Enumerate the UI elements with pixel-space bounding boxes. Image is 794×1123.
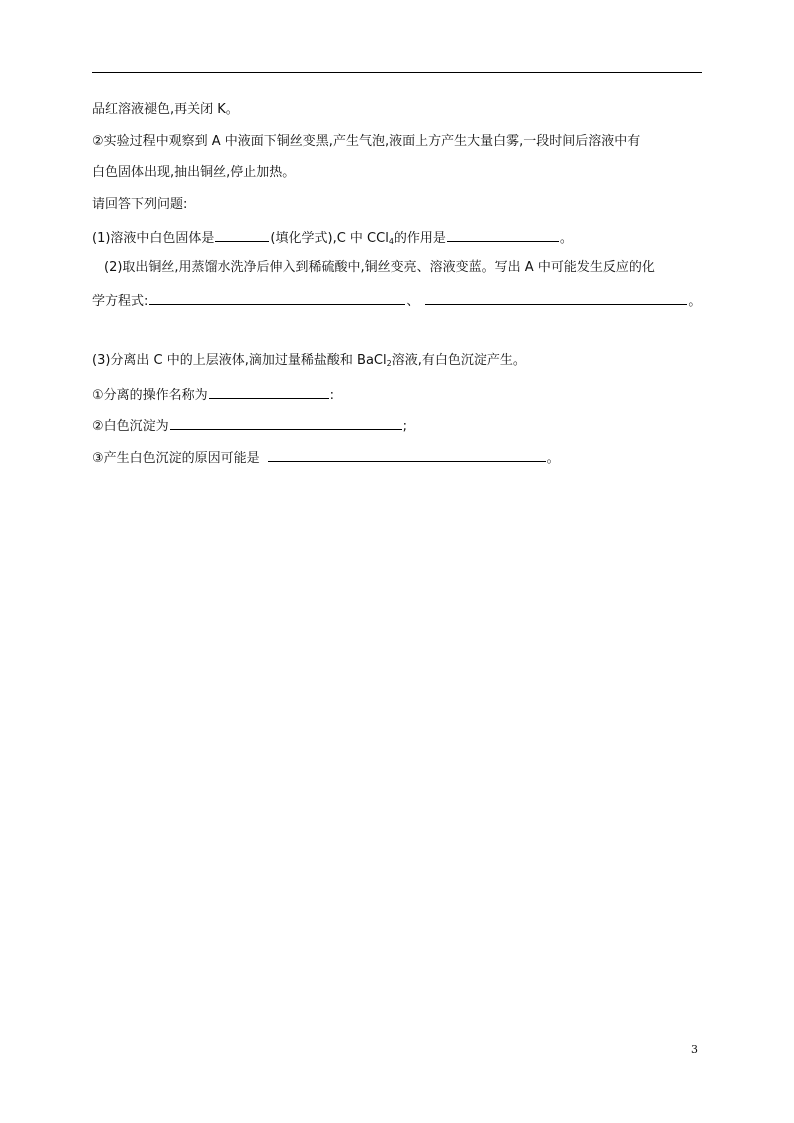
q2-separator: 、 xyxy=(406,294,420,309)
q1-subscript: 4 xyxy=(388,237,394,246)
line-text: 品红溶液褪色,再关闭 K。 xyxy=(92,102,239,117)
sub-question-1 xyxy=(92,384,334,405)
q2-end: 。 xyxy=(688,294,702,309)
sub3-label: ③产生白色沉淀的原因可能是 xyxy=(92,451,260,466)
question-2-line-1 xyxy=(104,259,655,277)
sub1-label: ①分离的操作名称为 xyxy=(92,388,208,403)
q3-text-a: (3)分离出 C 中的上层液体,滴加过量稀盐酸和 BaCl xyxy=(92,353,387,368)
answer-blank-precipitate[interactable] xyxy=(170,415,402,430)
sub2-label: ②白色沉淀为 xyxy=(92,419,169,434)
text-line-3 xyxy=(92,164,295,182)
answer-blank-white-solid[interactable] xyxy=(215,227,269,242)
q1-text-b: (填化学式),C 中 CCl xyxy=(270,231,389,246)
question-1 xyxy=(92,227,573,248)
sub1-end: : xyxy=(329,388,335,403)
line-text: 请回答下列问题: xyxy=(92,197,188,212)
answer-blank-equation-1[interactable] xyxy=(149,290,405,305)
q1-text-c: 的作用是 xyxy=(393,231,446,246)
answer-blank-ccl4-role[interactable] xyxy=(447,227,559,242)
text-line-1 xyxy=(92,101,239,119)
header-rule xyxy=(92,72,702,73)
line-text: 白色固体出现,抽出铜丝,停止加热。 xyxy=(92,165,296,180)
q1-text-a: (1)溶液中白色固体是 xyxy=(92,231,215,246)
questions-intro xyxy=(92,196,187,214)
page-number: 3 xyxy=(691,1043,698,1056)
answer-blank-reason[interactable] xyxy=(268,447,546,462)
q1-end: 。 xyxy=(559,231,573,246)
q3-subscript: 2 xyxy=(386,359,392,368)
answer-blank-separation[interactable] xyxy=(209,384,329,399)
answer-blank-equation-2[interactable] xyxy=(425,290,687,305)
text-line-2 xyxy=(92,133,640,151)
sub3-end: 。 xyxy=(546,451,560,466)
q2-label: 学方程式: xyxy=(92,294,149,309)
line-text: ②实验过程中观察到 A 中液面下铜丝变黑,产生气泡,液面上方产生大量白雾,一段时间后溶液中有 xyxy=(92,134,641,149)
sub-question-3 xyxy=(92,447,560,468)
sub-question-2 xyxy=(92,415,407,436)
sub2-end: ; xyxy=(402,419,408,434)
line-text: (2)取出铜丝,用蒸馏水洗净后伸入到稀硫酸中,铜丝变亮、溶液变蓝。写出 A 中可能发生反应的化 xyxy=(104,260,655,275)
question-2-line-2 xyxy=(92,290,701,311)
question-3 xyxy=(92,352,526,370)
q3-text-b: 溶液,有白色沉淀产生。 xyxy=(391,353,526,368)
